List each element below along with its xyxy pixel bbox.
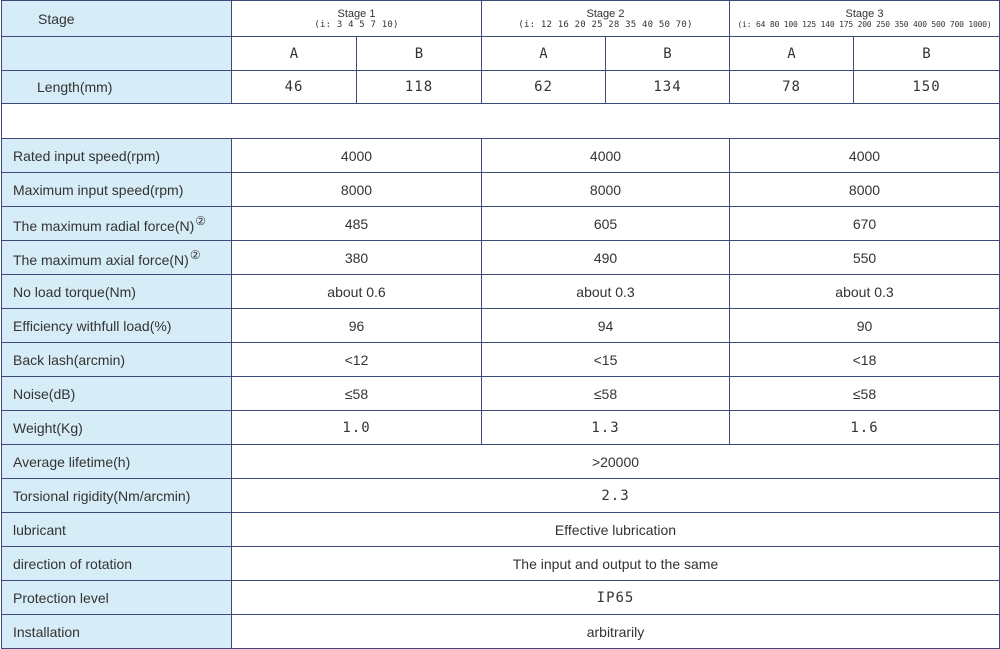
spec-row: [2, 411, 1000, 445]
spec-value: 4000: [730, 139, 1000, 173]
spec-value: about 0.6: [232, 275, 482, 309]
variant-cell: A: [730, 37, 854, 71]
spec-label-cell: [2, 241, 232, 275]
variant-cell: B: [854, 37, 1000, 71]
variant-cell: A: [232, 37, 357, 71]
spec-value: 94: [482, 309, 730, 343]
spec-value: 8000: [482, 173, 730, 207]
common-label: Installation: [2, 615, 232, 649]
stage-label: Stage: [2, 1, 232, 37]
variant-cell: A: [482, 37, 606, 71]
common-label: Torsional rigidity(Nm/arcmin): [2, 479, 232, 513]
length-value: 134: [606, 71, 730, 104]
stage-3-title: Stage 3: [845, 8, 884, 20]
spec-value: 670: [730, 207, 1000, 241]
spec-label: The maximum radial force(N): [13, 217, 195, 234]
common-label: Average lifetime(h): [2, 445, 232, 479]
spec-value: 8000: [232, 173, 482, 207]
common-value: arbitrarily: [232, 615, 1000, 649]
spec-label: Weight(Kg): [2, 411, 232, 445]
spacer-cell: [2, 104, 1000, 139]
spec-value: 8000: [730, 173, 1000, 207]
common-row: [2, 581, 1000, 615]
spec-value: ≤58: [482, 377, 730, 411]
stage-2-ratios: (i: 12 16 20 25 28 35 40 50 70): [518, 19, 693, 30]
stage-1-header: [232, 1, 482, 37]
common-row: [2, 479, 1000, 513]
common-row: [2, 513, 1000, 547]
spec-value: 485: [232, 207, 482, 241]
common-label: Protection level: [2, 581, 232, 615]
spec-value: 380: [232, 241, 482, 275]
stage-3-header: [730, 1, 1000, 37]
spec-row: [2, 275, 1000, 309]
length-value: 78: [730, 71, 854, 104]
spec-value: <18: [730, 343, 1000, 377]
common-value: The input and output to the same: [232, 547, 1000, 581]
spec-value: ≤58: [232, 377, 482, 411]
spec-label: Efficiency withfull load(%): [2, 309, 232, 343]
spec-value: 1.6: [730, 411, 1000, 445]
common-value: Effective lubrication: [232, 513, 1000, 547]
spec-row: [2, 207, 1000, 241]
spacer-row: [2, 104, 1000, 139]
spec-value: ≤58: [730, 377, 1000, 411]
spec-value: 4000: [232, 139, 482, 173]
spec-value: 550: [730, 241, 1000, 275]
spec-value: 1.3: [482, 411, 730, 445]
spec-row: [2, 241, 1000, 275]
spec-value: 96: [232, 309, 482, 343]
spec-value: 4000: [482, 139, 730, 173]
stage-2-title: Stage 2: [586, 7, 625, 20]
common-value: IP65: [232, 581, 1000, 615]
spec-label: No load torque(Nm): [2, 275, 232, 309]
spec-value: 90: [730, 309, 1000, 343]
common-label: direction of rotation: [2, 547, 232, 581]
common-value: 2.3: [232, 479, 1000, 513]
length-value: 150: [854, 71, 1000, 104]
length-value: 46: [232, 71, 357, 104]
spec-label: Maximum input speed(rpm): [2, 173, 232, 207]
spec-value: about 0.3: [482, 275, 730, 309]
stage-2-header: [482, 1, 730, 37]
length-value: 118: [357, 71, 482, 104]
stage-header-row: [2, 1, 1000, 37]
stage-1-title: Stage 1: [337, 7, 376, 20]
variant-row-label: [2, 37, 232, 71]
length-label: Length(mm): [2, 71, 232, 104]
spec-value: 1.0: [232, 411, 482, 445]
spec-row: [2, 309, 1000, 343]
spec-table: [1, 0, 1000, 649]
spec-value: <15: [482, 343, 730, 377]
footnote-marker: ②: [189, 247, 201, 262]
footnote-marker: ②: [195, 213, 207, 228]
spec-label: Noise(dB): [2, 377, 232, 411]
spec-label: Back lash(arcmin): [2, 343, 232, 377]
common-row: [2, 547, 1000, 581]
common-value: >20000: [232, 445, 1000, 479]
length-value: 62: [482, 71, 606, 104]
spec-row: [2, 139, 1000, 173]
spec-label-cell: [2, 207, 232, 241]
spec-row: [2, 173, 1000, 207]
length-row: [2, 71, 1000, 104]
common-row: [2, 445, 1000, 479]
common-label: lubricant: [2, 513, 232, 547]
spec-value: about 0.3: [730, 275, 1000, 309]
stage-3-ratios: (i: 64 80 100 125 140 175 200 250 350 400 500 700 1000): [737, 20, 992, 29]
stage-1-ratios: (i: 3 4 5 7 10): [314, 19, 399, 30]
spec-value: <12: [232, 343, 482, 377]
spec-label: Rated input speed(rpm): [2, 139, 232, 173]
spec-label: The maximum axial force(N): [13, 251, 189, 268]
common-row: [2, 615, 1000, 649]
variant-cell: B: [606, 37, 730, 71]
spec-value: 605: [482, 207, 730, 241]
spec-row: [2, 377, 1000, 411]
spec-row: [2, 343, 1000, 377]
variant-cell: B: [357, 37, 482, 71]
spec-value: 490: [482, 241, 730, 275]
variant-row: [2, 37, 1000, 71]
